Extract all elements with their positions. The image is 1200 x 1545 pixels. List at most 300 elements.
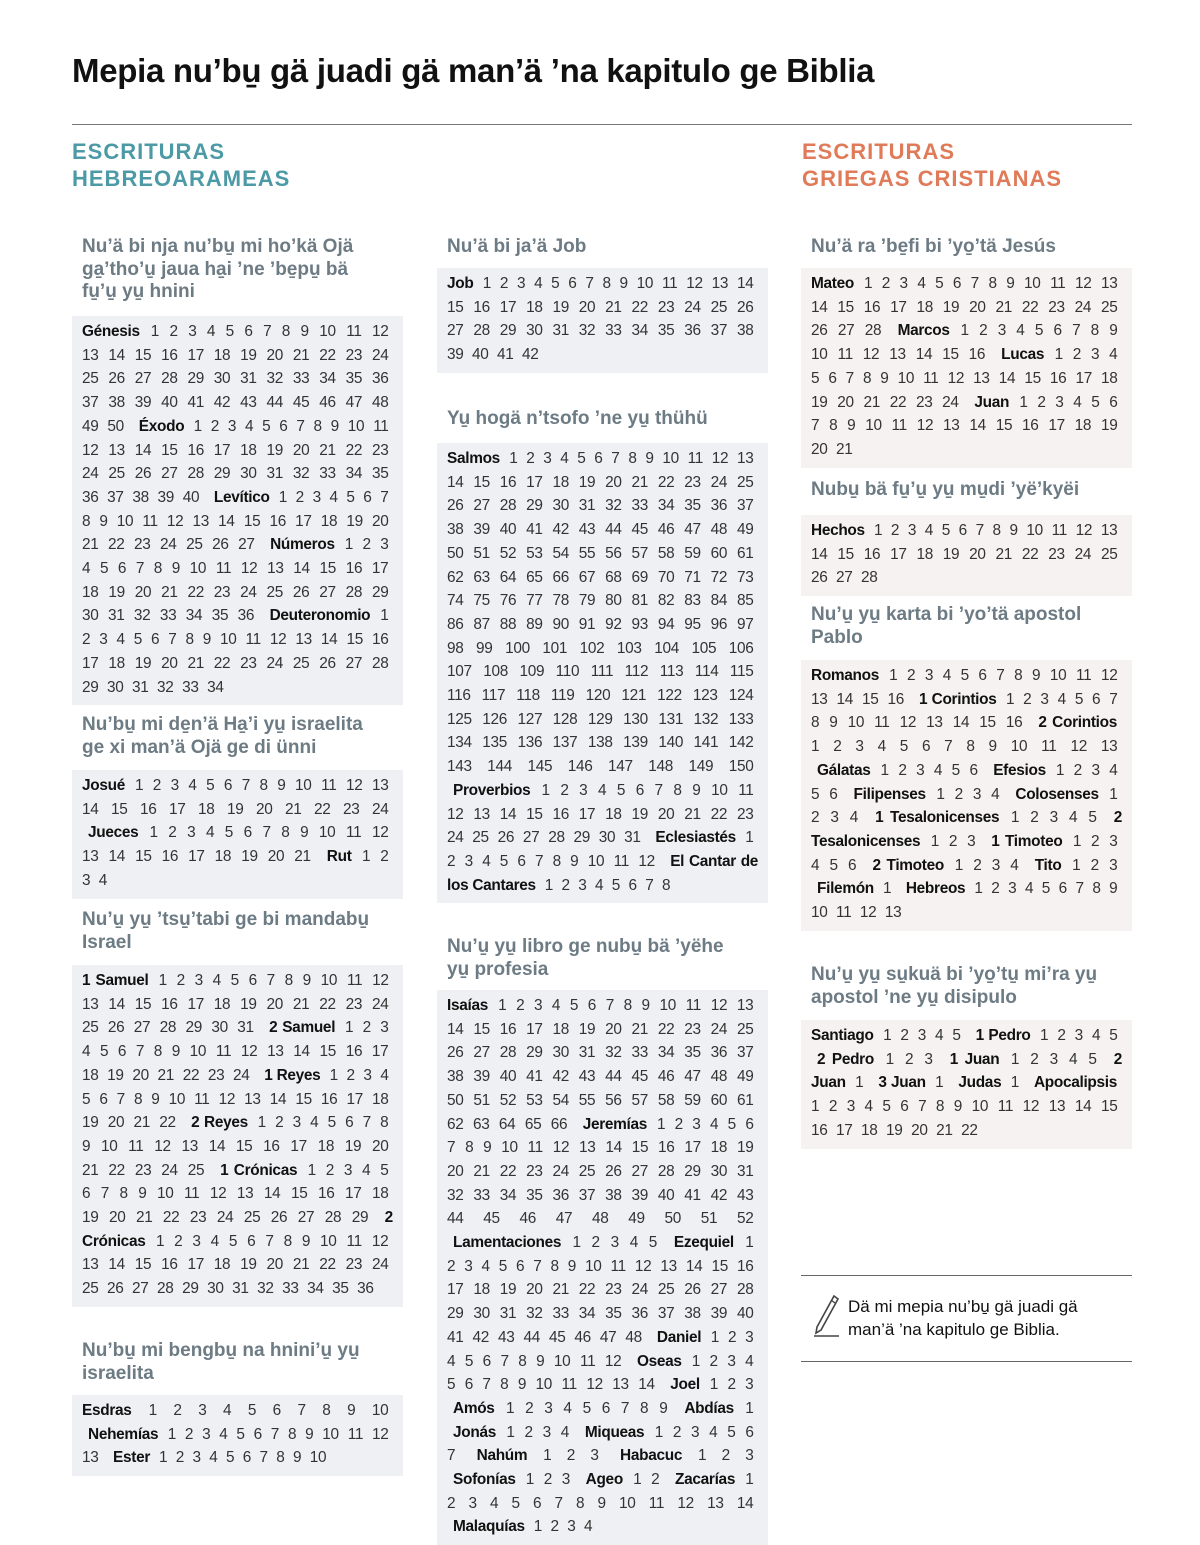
chapter-number: 30 [710,1162,728,1180]
chapter-number: 51 [700,1210,718,1228]
chapter-number: 1 [150,323,160,340]
chapter-number: 1 [1019,393,1028,411]
chapter-number: 1 [158,972,167,989]
chapter-number: 5 [247,1402,257,1419]
chapter-number: 4 [1069,809,1078,827]
chapter-number: 2 [362,1019,371,1037]
chapter-number: 66 [552,568,569,586]
chapter-number: 36 [82,488,99,506]
chapter-number: 11 [347,1425,364,1443]
chapter-number: 22 [631,298,649,316]
chapter-number: 1 [811,1098,820,1116]
chapter-number: 14 [293,560,310,578]
chapter-number: 5 [133,631,143,649]
chapter-number: 11 [527,1139,543,1157]
chapter-number: 2 [550,1518,559,1536]
chapter-number: 3 [924,667,934,684]
chapter-number: 35 [332,1280,349,1298]
chapter-number: 7 [270,1425,280,1443]
chapter-number: 4 [219,1425,228,1443]
chapter-number: 48 [625,1328,642,1346]
chapter-number: 15 [161,441,178,459]
chapter-number: 4 [942,667,951,684]
chapter-number: 107 [447,663,472,681]
chapter-number: 39 [710,1305,728,1323]
chapter-number: 28 [548,829,565,847]
chapter-number: 21 [292,995,310,1013]
chapter-number: 21 [294,848,311,866]
chapter-number: 12 [604,1352,622,1370]
chapter-number: 5 [569,997,579,1014]
chapter-number: 5 [1091,393,1100,411]
chapter-number: 10 [587,852,605,870]
chapter-number: 32 [266,370,284,388]
chapter-number: 25 [578,1162,596,1180]
chapter-number: 47 [684,1068,701,1086]
chapter-number: 14 [108,1256,125,1274]
chapter-number: 28 [736,1281,754,1299]
chapter-number: 7 [262,824,271,842]
chapter-number: 32 [578,322,596,340]
chapter-number: 3 [590,1447,599,1465]
book-name: Salmos [447,450,500,467]
chapter-number: 4 [447,1352,456,1370]
chapter-number: 7 [533,1257,542,1275]
chapter-number: 3 [855,738,864,756]
chapter-number: 115 [729,663,754,681]
chapter-number: 1 [960,322,969,340]
chapter-number: 26 [447,1044,464,1062]
chapter-number: 51 [473,1091,490,1109]
chapter-number: 6 [969,761,978,779]
chapter-number: 30 [240,465,257,483]
chapter-number: 90 [552,615,569,633]
section-kings [72,909,403,1298]
chapter-number: 33 [631,1044,649,1062]
chapter-number: 6 [242,1449,252,1467]
chapter-number: 17 [578,805,596,823]
chapter-number: 24 [710,473,728,491]
chapter-number: 24 [372,800,389,818]
chapter-number: 21 [836,440,853,458]
book-name: 2 Juan [811,1050,1123,1092]
chapter-number: 30 [552,1044,569,1062]
chapter-number: 71 [684,568,701,586]
chapter-number: 31 [232,1280,249,1298]
chapter-number: 17 [447,1281,464,1299]
chapter-number: 48 [592,1210,609,1228]
chapter-number: 15 [473,473,490,491]
chapter-number: 1 [885,1050,894,1068]
chapter-number: 2 [721,1447,730,1465]
book-name: Judas [958,1074,1002,1092]
chapter-number: 40 [161,394,178,412]
chapter-number: 9 [293,1449,302,1467]
chapter-number: 137 [552,734,578,752]
chapter-number: 64 [499,568,517,586]
book-name: Hebreos [905,880,966,898]
chapter-number: 33 [605,322,622,340]
chapter-number: 12 [345,777,363,794]
chapter-number: 8 [185,631,194,649]
chapter-number: 47 [555,1210,573,1228]
chapter-number: 2 [526,450,535,467]
reading-box [801,268,1132,468]
chapter-number: 7 [605,997,614,1014]
chapter-number: 10 [535,1376,553,1394]
chapter-number: 143 [447,758,472,776]
chapter-number: 19 [552,298,569,316]
chapter-number: 14 [108,848,126,866]
chapter-number: 7 [918,1098,927,1116]
chapter-number: 2 [1073,761,1082,779]
chapter-number: 4 [1091,1027,1101,1044]
chapter-number: 29 [526,497,543,515]
chapter-number: 16 [552,805,569,823]
chapter-number: 49 [82,417,99,435]
chapter-number: 15 [837,545,854,563]
chapter-number: 61 [736,544,754,562]
part-title-line: GRIEGAS CRISTIANAS [802,166,1063,191]
chapter-number: 6 [482,1352,491,1370]
chapter-number: 9 [82,1137,91,1155]
chapter-number: 2 [1023,690,1032,708]
chapter-number: 1 [278,488,288,506]
chapter-number: 2 [516,997,525,1014]
chapter-number: 4 [864,1098,873,1116]
chapter-number: 2 [881,275,891,292]
chapter-number: 8 [322,1402,331,1419]
chapter-number: 2 [176,972,185,989]
book-name: 2 Corintios [1038,714,1118,732]
chapter-number: 11 [215,560,232,578]
chapter-number: 45 [483,1210,500,1228]
chapter-number: 3 [1091,761,1100,779]
section-heading: Nu’bu̱ mi bengbu̱ na hnini’u̱ yu̱ israelita [82,1340,360,1384]
chapter-number: 1 [889,667,898,684]
book-name: Miqueas [584,1423,645,1441]
chapter-number: 11 [891,417,907,435]
chapter-number: 118 [516,687,540,705]
chapter-number: 11 [373,417,389,435]
chapter-number: 4 [534,275,543,292]
chapter-number: 14 [82,800,99,818]
chapter-number: 21 [292,1256,310,1274]
chapter-number: 30 [207,1280,224,1298]
chapter-number: 7 [654,781,663,799]
chapter-number: 76 [499,592,517,610]
chapter-number: 52 [499,544,517,562]
book-name: Marcos [897,322,950,340]
reading-box [437,990,768,1545]
chapter-number: 6 [248,972,257,989]
chapter-number: 24 [266,654,284,672]
section-pauline-letters [801,604,1132,922]
chapter-number: 16 [1022,417,1039,435]
chapter-number: 113 [659,663,684,681]
chapter-number: 22 [187,583,204,601]
chapter-number: 34 [207,678,224,696]
section-heading: Nu’u̱ yu̱ karta bi ’yo’tä apostol Pablo [811,604,1082,648]
chapter-number: 1 [167,1425,176,1443]
book-name: Génesis [82,323,140,340]
chapter-number: 9 [483,1139,492,1157]
chapter-number: 9 [330,417,339,435]
chapter-number: 12 [634,1257,652,1275]
chapter-number: 31 [132,678,149,696]
book-name: Sofonías [453,1471,516,1489]
chapter-number: 8 [119,1185,128,1203]
chapter-number: 68 [605,568,622,586]
chapter-number: 114 [694,663,719,681]
chapter-number: 2 [152,777,162,794]
chapter-number: 5 [380,1161,389,1179]
chapter-number: 17 [188,848,205,866]
chapter-number: 2 [346,1066,355,1084]
chapter-number: 11 [321,777,337,794]
chapter-number: 4 [1024,880,1034,898]
chapter-number: 19 [578,1020,596,1038]
chapter-number: 24 [631,1281,649,1299]
chapter-number: 18 [213,1256,231,1274]
chapter-number: 12 [154,1137,171,1155]
section-heading: Nu’ä ra ’be̱fi bi ’yo̱’tä Jesús [811,236,1056,257]
chapter-number: 14 [811,545,828,563]
chapter-number: 30 [107,678,124,696]
chapter-number: 7 [241,777,250,794]
book-name: Nahúm [476,1447,528,1465]
reading-box [72,965,403,1307]
chapter-number: 7 [620,1399,630,1417]
chapter-number: 14 [915,346,933,364]
chapter-number: 11 [561,1376,577,1394]
chapter-number: 2 [169,323,178,340]
chapter-number: 21 [631,1020,649,1038]
chapter-number: 5 [499,852,509,870]
chapter-number: 3 [468,1494,477,1512]
section-conquest [72,714,403,889]
chapter-number: 22 [319,995,336,1013]
chapter-number: 30 [213,370,231,388]
chapter-number: 56 [605,544,622,562]
chapter-number: 13 [889,346,906,364]
chapter-number: 6 [99,1090,108,1108]
chapter-number: 2 [900,1027,909,1044]
chapter-number: 10 [501,1139,518,1157]
chapter-number: 117 [481,687,506,705]
chapter-number: 13 [612,1376,629,1394]
book-name: Malaquías [453,1518,525,1536]
chapter-number: 11 [142,512,158,530]
chapter-number: 5 [1088,809,1097,827]
chapter-number: 3 [692,1115,701,1133]
chapter-number: 13 [82,1256,99,1274]
chapter-number: 31 [266,465,284,483]
chapter-number: 19 [1101,417,1118,435]
chapter-number: 1 [656,1115,666,1133]
chapter-number: 5 [82,1090,91,1108]
chapter-number: 5 [952,1027,961,1044]
chapter-number: 22 [578,1281,596,1299]
chapter-number: 6 [345,1114,354,1132]
chapter-number: 17 [187,1256,204,1274]
chapter-number: 7 [585,275,594,292]
chapter-number: 58 [657,544,675,562]
chapter-number: 3 [312,488,321,506]
chapter-number: 7 [266,972,275,989]
chapter-number: 19 [134,654,152,672]
chapter-number: 55 [578,544,596,562]
chapter-number: 12 [916,417,934,435]
chapter-number: 6 [1053,322,1062,340]
book-name: Zacarías [675,1471,736,1489]
chapter-number: 13 [267,560,284,578]
chapter-number: 33 [319,465,336,483]
chapter-number: 52 [499,1091,517,1109]
chapter-number: 1 [344,536,353,554]
chapter-number: 1 [380,607,389,625]
chapter-number: 2 [948,832,958,850]
chapter-number: 3 [534,997,543,1014]
chapter-number: 28 [861,569,878,587]
chapter-number: 17 [346,1090,363,1108]
chapter-number: 12 [686,275,703,292]
chapter-number: 2 [973,856,982,874]
book-name: Job [447,275,474,292]
chapter-number: 25 [736,1020,754,1038]
chapter-number: 8 [283,1232,292,1250]
chapter-number: 2 [709,1352,718,1370]
chapter-number: 21 [552,1281,569,1299]
chapter-number: 24 [160,536,177,554]
chapter-number: 7 [447,1139,456,1157]
chapter-number: 63 [472,1115,490,1133]
chapter-number: 8 [640,1399,649,1417]
chapter-number: 9 [659,1399,668,1417]
chapter-number: 4 [205,824,215,842]
chapter-number: 1 [633,1471,642,1489]
book-name: Éxodo [138,417,185,435]
chapter-number: 22 [314,800,331,818]
chapter-number: 66 [550,1115,568,1133]
chapter-number: 3 [917,1027,926,1044]
chapter-number: 2 [499,275,509,292]
chapter-number: 32 [157,678,174,696]
chapter-number: 138 [587,734,613,752]
chapter-number: 8 [133,1090,143,1108]
chapter-number: 85 [736,592,754,610]
chapter-number: 5 [236,1425,245,1443]
chapter-number: 14 [108,995,125,1013]
chapter-number: 36 [710,497,728,515]
chapter-number: 25 [243,1209,261,1227]
chapter-number: 27 [447,322,464,340]
chapter-number: 4 [563,1399,572,1417]
chapter-number: 1 [1109,785,1118,803]
book-name: El Cantar de los Cantares [447,852,759,894]
chapter-number: 144 [487,758,513,776]
chapter-number: 37 [736,497,754,515]
chapter-number: 12 [371,824,389,842]
chapter-number: 5 [941,522,950,539]
chapter-number: 49 [736,521,754,539]
chapter-number: 6 [272,1402,281,1419]
chapter-number: 20 [266,346,284,364]
chapter-number: 20 [526,1281,543,1299]
chapter-number: 3 [1090,346,1100,364]
section-prophets [437,936,768,1536]
chapter-number: 8 [287,1425,297,1443]
chapter-number: 6 [82,1185,91,1203]
chapter-number: 3 [745,1447,754,1465]
chapter-number: 5 [611,876,621,894]
chapter-number: 7 [996,667,1005,684]
chapter-number: 12 [1074,275,1092,292]
chapter-number: 17 [526,473,543,491]
chapter-number: 14 [605,1139,622,1157]
chapter-number: 36 [631,1305,649,1323]
chapter-number: 26 [684,1281,701,1299]
book-name: Daniel [656,1328,702,1346]
chapter-number: 10 [1010,738,1028,756]
chapter-number: 104 [654,639,679,657]
chapter-number: 9 [988,738,997,756]
chapter-number: 35 [211,607,229,625]
chapter-number: 13 [1100,738,1118,756]
chapter-number: 49 [736,1068,754,1086]
chapter-number: 10 [553,1352,571,1370]
chapter-number: 26 [319,654,336,672]
chapter-number: 2 [1030,809,1039,827]
chapter-number: 1 [1040,1027,1049,1044]
chapter-number: 1 [257,1114,266,1132]
chapter-number: 26 [107,1280,124,1298]
chapter-number: 13 [82,1449,99,1467]
chapter-number: 3 [578,876,587,894]
book-name: Hechos [811,522,865,539]
chapter-number: 1 [155,1232,165,1250]
chapter-number: 15 [1101,1098,1118,1116]
chapter-number: 22 [319,1256,336,1274]
chapter-number: 133 [728,710,754,728]
chapter-number: 2 [833,738,842,756]
chapter-number: 6 [1058,880,1067,898]
chapter-number: 111 [590,663,614,681]
chapter-number: 1 [745,1234,754,1252]
chapter-number: 15 [631,1139,649,1157]
chapter-number: 15 [243,512,261,530]
chapter-number: 21 [473,1162,490,1180]
chapter-number: 7 [296,417,305,435]
chapter-number: 14 [447,473,464,491]
chapter-number: 8 [500,1376,509,1394]
chapter-number: 30 [82,607,99,625]
chapter-number: 1 [811,738,820,756]
chapter-number: 6 [363,488,372,506]
chapter-number: 42 [522,346,539,364]
chapter-number: 32 [526,1305,543,1323]
chapter-number: 1 [193,417,202,435]
chapter-number: 24 [371,1256,389,1274]
chapter-number: 6 [594,450,603,467]
chapter-number: 7 [380,488,389,506]
chapter-number: 13 [926,714,943,732]
chapter-number: 1 [362,848,371,866]
chapter-number: 4 [490,1494,499,1512]
chapter-number: 7 [944,738,953,756]
chapter-number: 9 [1006,275,1015,292]
chapter-number: 1 [541,781,550,799]
